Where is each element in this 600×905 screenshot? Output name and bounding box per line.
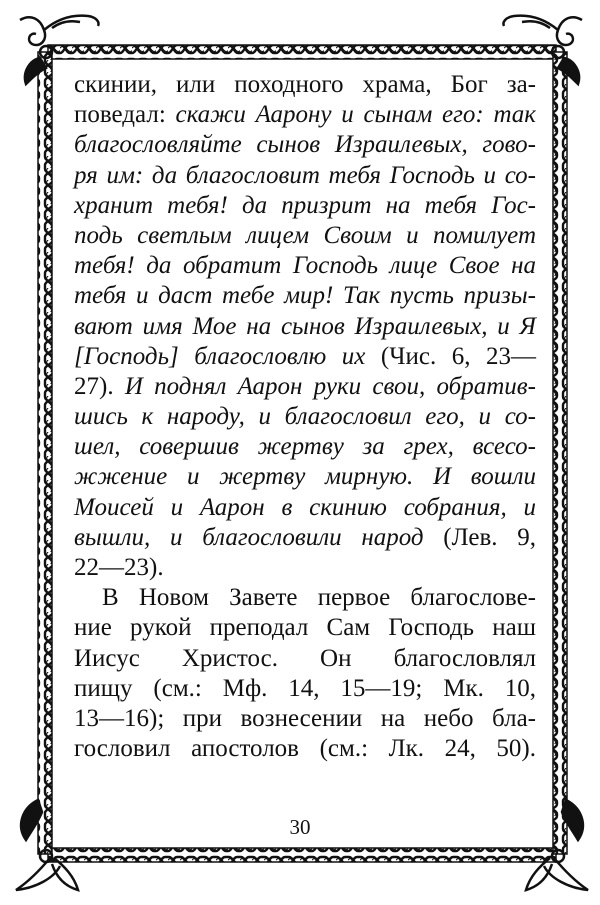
scripture-quote: вают имя Мое на сынов Израилевых, и Я: [74, 312, 536, 340]
body-text: пищу (см.: Мф. 14, 15—19; Мк. 10,: [74, 674, 536, 702]
scripture-quote: шись к народу, и благословил его, и со-: [74, 403, 536, 431]
text-line: [74, 583, 536, 613]
text-line: [74, 161, 536, 191]
scripture-quote: Моисей и Аарон в скинию собрания, и: [74, 493, 536, 521]
body-text: (Чис. 6, 23—: [380, 342, 536, 370]
scripture-quote: вышли, и благословили народ: [74, 523, 444, 551]
scripture-quote: подь светлым лицем Своим и помилует: [74, 221, 536, 249]
scripture-quote: скажи Аарону и сынам его: так: [175, 101, 536, 129]
scripture-quote: тебя и даст тебе мир! Так пусть призы-: [74, 282, 536, 310]
text-line: [74, 553, 536, 583]
text-line: [74, 100, 536, 130]
body-text: 22—23).: [74, 554, 164, 581]
text-line: [74, 221, 536, 251]
text-line: [74, 523, 536, 553]
body-text: (Лев. 9,: [443, 523, 536, 551]
scripture-quote: [Господь] благословлю их: [74, 342, 381, 370]
scripture-quote: шел, совершив жертву за грех, всесо-: [74, 433, 536, 461]
text-line: [74, 734, 536, 764]
text-line: [74, 493, 536, 523]
text-line: [74, 312, 536, 342]
text-line: [74, 281, 536, 311]
page-body: [74, 70, 536, 764]
text-line: [74, 130, 536, 160]
text-line: [74, 674, 536, 704]
scripture-quote: хранит тебя! да призрит на тебя Гос-: [74, 191, 536, 219]
scripture-quote: И поднял Аарон руки свои, обратив-: [124, 372, 536, 400]
body-text: ние рукой преподал Сам Господь наш: [74, 614, 536, 642]
body-text: В Новом Завете первое благослове-: [102, 584, 536, 612]
text-line: [74, 644, 536, 674]
body-text: 13—16); при вознесении на небо бла-: [74, 704, 536, 732]
body-text: Иисус Христос. Он благословлял: [74, 644, 536, 672]
scripture-quote: тебя! да обратит Господь лице Свое на: [74, 252, 536, 280]
bottom-rope: [48, 848, 556, 862]
body-text: поведал:: [74, 101, 176, 129]
body-text: гословил апостолов (см.: Лк. 24, 50).: [74, 735, 536, 763]
scripture-quote: жжение и жертву мирную. И вошли: [74, 463, 536, 491]
left-rope: [38, 52, 52, 854]
text-line: [74, 704, 536, 734]
body-text: скинии, или походного храма, Бог за-: [74, 71, 536, 98]
scripture-quote: ря им: да благословит тебя Господь и со-: [74, 161, 536, 189]
text-line: [74, 251, 536, 281]
page-number: 30: [289, 815, 311, 839]
text-line: [74, 613, 536, 643]
text-line: [74, 432, 536, 462]
text-line: [74, 462, 536, 492]
text-line: [74, 70, 536, 100]
text-line: [74, 191, 536, 221]
text-line: [74, 402, 536, 432]
body-text: 27).: [74, 372, 125, 400]
text-line: [74, 372, 536, 402]
scripture-quote: благословляйте сынов Израилевых, гово-: [74, 131, 536, 159]
top-rope: [48, 45, 556, 59]
text-line: [74, 342, 536, 372]
right-rope: [553, 52, 567, 854]
